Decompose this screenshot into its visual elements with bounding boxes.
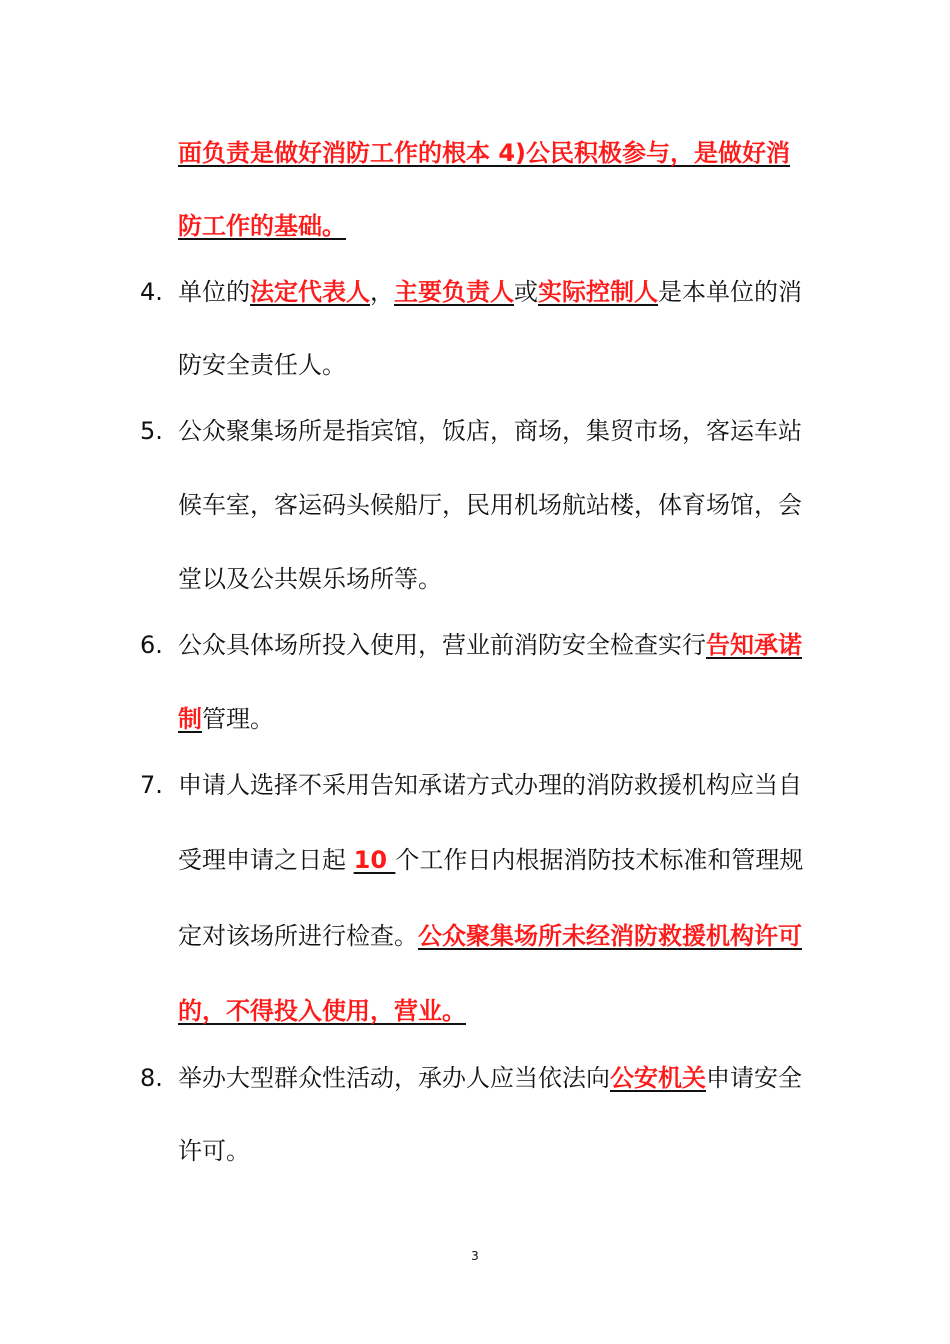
highlight-text: 防工作的基础。 (178, 212, 346, 240)
body-text: 单位的 (178, 278, 250, 306)
highlight-text: 公安机关 (610, 1064, 706, 1092)
highlight-text: 10 (353, 846, 396, 874)
body-text: 申请安全 (706, 1064, 802, 1092)
highlight-text: 实际控制人 (538, 278, 658, 306)
highlight-text: 的，不得投入使用，营业。 (178, 997, 466, 1025)
body-text: 公众具体场所投入使用，营业前消防安全检查实行 (178, 631, 706, 659)
body-text: 或 (514, 278, 538, 306)
list-number: 5. (140, 417, 163, 445)
body-text: 受理申请之日起 (178, 846, 354, 874)
body-text: 是本单位的消 (658, 278, 802, 306)
list-item-5-line-3: 堂以及公共娱乐场所等。 (178, 565, 442, 593)
list-item-8-line-2: 许可。 (178, 1137, 250, 1165)
highlight-text: 主要负责人 (394, 278, 514, 306)
continuation-line-1 (178, 136, 818, 170)
list-number: 8. (140, 1064, 163, 1092)
list-number: 4. (140, 278, 163, 306)
list-item-6-line-2 (178, 702, 818, 736)
list-item-4-line-2: 防安全责任人。 (178, 351, 346, 379)
list-item-7-line-4 (178, 994, 818, 1028)
list-item-4-line-1 (178, 275, 818, 309)
list-number: 7. (140, 771, 163, 799)
body-text: ， (370, 278, 394, 306)
highlight-text: 面负责是做好消防工作的根本 4)公民积极参与，是做好消 (178, 139, 791, 167)
body-text: 个工作日内根据消防技术标准和管理规 (395, 846, 804, 874)
list-item-5-line-2: 候车室，客运码头候船厅，民用机场航站楼，体育场馆，会 (178, 491, 802, 519)
list-item-7-line-2 (178, 843, 818, 877)
list-item-7-line-3 (178, 919, 818, 953)
list-item-6-line-1 (178, 628, 818, 662)
body-text: 举办大型群众性活动，承办人应当依法向 (178, 1064, 610, 1092)
highlight-text: 制 (178, 705, 202, 733)
highlight-text: 公众聚集场所未经消防救援机构许可 (418, 922, 802, 950)
page-number: 3 (471, 1249, 479, 1263)
body-text: 管理。 (202, 705, 274, 733)
body-text: 定对该场所进行检查。 (178, 922, 418, 950)
highlight-text: 法定代表人 (250, 278, 370, 306)
list-item-7-line-1: 申请人选择不采用告知承诺方式办理的消防救援机构应当自 (178, 771, 802, 799)
highlight-text: 告知承诺 (706, 631, 802, 659)
continuation-line-2 (178, 209, 818, 243)
list-number: 6. (140, 631, 163, 659)
list-item-8-line-1 (178, 1061, 818, 1095)
list-item-5-line-1: 公众聚集场所是指宾馆，饭店，商场，集贸市场，客运车站 (178, 417, 802, 445)
